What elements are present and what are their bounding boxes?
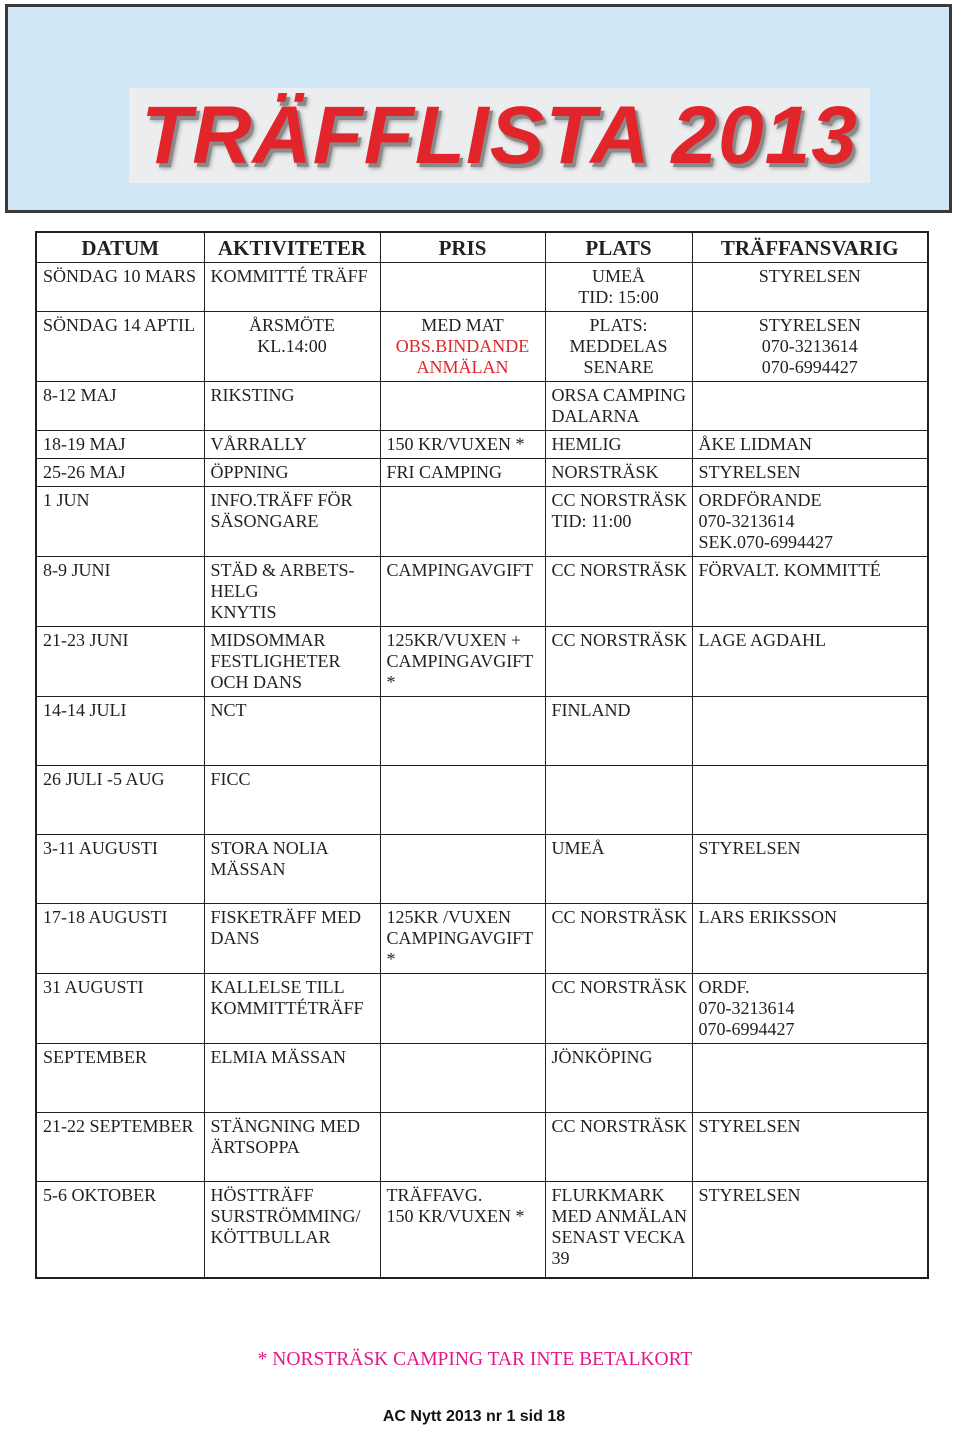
ansvarig-line: STYRELSEN — [698, 1185, 801, 1205]
cell-pris — [380, 904, 545, 974]
cell-pris — [380, 263, 545, 312]
cell-ansvarig — [692, 904, 928, 974]
aktivitet-line: FESTLIGHETER — [210, 651, 341, 671]
cell-aktivitet — [204, 904, 380, 974]
header-pris: PRIS — [380, 232, 545, 263]
datum-line: 8-9 JUNI — [43, 560, 111, 580]
table-row — [36, 263, 928, 312]
datum-line: 5-6 OKTOBER — [43, 1185, 157, 1205]
plats-line: MED ANMÄLAN — [551, 1206, 688, 1226]
plats-line: TID: 11:00 — [551, 511, 632, 531]
aktivitet-line: HÖSTTRÄFF — [210, 1185, 314, 1205]
table-row — [36, 766, 928, 835]
header-aktiviteter: AKTIVITETER — [204, 232, 380, 263]
aktivitet-line: KL.14:00 — [257, 336, 327, 356]
cell-aktivitet — [204, 382, 380, 431]
cell-aktivitet — [204, 1113, 380, 1182]
cell-ansvarig — [692, 974, 928, 1044]
pris-line: 125KR/VUXEN + — [386, 630, 522, 650]
table-row — [36, 557, 928, 627]
cell-aktivitet — [204, 1044, 380, 1113]
cell-aktivitet — [204, 697, 380, 766]
aktivitet-line: KALLELSE TILL — [210, 977, 345, 997]
cell-plats — [545, 835, 692, 904]
table-row — [36, 1113, 928, 1182]
ansvarig-line: LARS ERIKSSON — [698, 907, 838, 927]
plats-line: TID: 15:00 — [578, 287, 659, 307]
table-row — [36, 627, 928, 697]
cell-aktivitet — [204, 974, 380, 1044]
cell-plats — [545, 1113, 692, 1182]
cell-datum — [36, 627, 204, 697]
cell-pris — [380, 835, 545, 904]
cell-datum — [36, 904, 204, 974]
aktivitet-line: KNYTIS — [210, 602, 277, 622]
cell-plats — [545, 263, 692, 312]
cell-datum — [36, 487, 204, 557]
cell-ansvarig — [692, 1113, 928, 1182]
header-row — [36, 232, 928, 263]
cell-ansvarig — [692, 431, 928, 459]
cell-aktivitet — [204, 263, 380, 312]
ansvarig-line: LAGE AGDAHL — [698, 630, 826, 650]
plats-line: SENAST VECKA — [551, 1227, 686, 1247]
cell-plats — [545, 904, 692, 974]
aktivitet-line: MÄSSAN — [210, 859, 286, 879]
table-row — [36, 459, 928, 487]
cell-datum — [36, 1113, 204, 1182]
aktivitet-line: INFO.TRÄFF FÖR — [210, 490, 353, 510]
ansvarig-line: ORDFÖRANDE — [698, 490, 822, 510]
ansvarig-line: STYRELSEN — [698, 838, 801, 858]
aktivitet-line: FISKETRÄFF MED — [210, 907, 362, 927]
cell-ansvarig — [692, 382, 928, 431]
cell-ansvarig — [692, 1044, 928, 1113]
aktivitet-line: HELG — [210, 581, 259, 601]
plats-line: CC NORSTRÄSK — [551, 977, 688, 997]
datum-line: 18-19 MAJ — [43, 434, 126, 454]
datum-line: 17-18 AUGUSTI — [43, 907, 168, 927]
cell-datum — [36, 459, 204, 487]
footnote: * NORSTRÄSK CAMPING TAR INTE BETALKORT — [257, 1349, 693, 1370]
aktivitet-line: SÄSONGARE — [210, 511, 319, 531]
cell-pris — [380, 312, 545, 382]
plats-line: CC NORSTRÄSK — [551, 1116, 688, 1136]
plats-line: NORSTRÄSK — [551, 462, 659, 482]
header-plats: PLATS — [545, 232, 692, 263]
plats-line: FINLAND — [551, 700, 631, 720]
ansvarig-line: 070-6994427 — [761, 357, 858, 377]
ansvarig-line: STYRELSEN — [698, 462, 801, 482]
aktivitet-line: NCT — [210, 700, 247, 720]
aktivitet-line: VÅRRALLY — [210, 434, 307, 454]
cell-ansvarig — [692, 487, 928, 557]
aktivitet-line: FICC — [210, 769, 251, 789]
table-row — [36, 382, 928, 431]
ansvarig-line: STYRELSEN — [698, 1116, 801, 1136]
pris-line: FRI CAMPING — [386, 462, 503, 482]
pris-line: CAMPINGAVGIFT — [386, 560, 534, 580]
cell-plats — [545, 431, 692, 459]
plats-line: HEMLIG — [551, 434, 622, 454]
pris-line: TRÄFFAVG. — [386, 1185, 483, 1205]
cell-ansvarig — [692, 312, 928, 382]
ansvarig-line: 070-3213614 — [698, 998, 795, 1018]
cell-pris — [380, 1113, 545, 1182]
plats-line: UMEÅ — [592, 266, 645, 286]
aktivitet-line: MIDSOMMAR — [210, 630, 326, 650]
plats-line: DALARNA — [551, 406, 640, 426]
plats-line: 39 — [551, 1248, 570, 1268]
pris-line: CAMPINGAVGIFT — [386, 928, 534, 948]
ansvarig-line: STYRELSEN — [758, 266, 861, 286]
aktivitet-line: RIKSTING — [210, 385, 295, 405]
cell-aktivitet — [204, 557, 380, 627]
cell-pris — [380, 557, 545, 627]
aktivitet-line: ÄRTSOPPA — [210, 1137, 300, 1157]
plats-line: CC NORSTRÄSK — [551, 560, 688, 580]
table-row — [36, 697, 928, 766]
cell-ansvarig — [692, 697, 928, 766]
pris-line: OBS.BINDANDE — [395, 336, 530, 356]
cell-plats — [545, 459, 692, 487]
cell-aktivitet — [204, 487, 380, 557]
pris-line: ANMÄLAN — [416, 357, 509, 377]
cell-plats — [545, 312, 692, 382]
aktivitet-line: ÖPPNING — [210, 462, 289, 482]
header-traffansvarig: TRÄFFANSVARIG — [692, 232, 928, 263]
cell-ansvarig — [692, 557, 928, 627]
cell-datum — [36, 431, 204, 459]
cell-aktivitet — [204, 431, 380, 459]
cell-pris — [380, 487, 545, 557]
ansvarig-line: ÅKE LIDMAN — [698, 434, 812, 454]
cell-aktivitet — [204, 1182, 380, 1278]
table-row — [36, 431, 928, 459]
aktivitet-line: SURSTRÖMMING/ — [210, 1206, 361, 1226]
ansvarig-line: 070-3213614 — [761, 336, 858, 356]
cell-aktivitet — [204, 459, 380, 487]
plats-line: UMEÅ — [551, 838, 605, 858]
page-footer: AC Nytt 2013 nr 1 sid 18 — [382, 1408, 566, 1425]
ansvarig-line: 070-6994427 — [698, 1019, 795, 1039]
cell-plats — [545, 627, 692, 697]
plats-line: PLATS: — [589, 315, 648, 335]
ansvarig-line: SEK.070-6994427 — [698, 532, 833, 552]
datum-line: 26 JULI -5 AUG — [43, 769, 165, 789]
cell-datum — [36, 557, 204, 627]
ansvarig-line: FÖRVALT. KOMMITTÉ — [698, 560, 881, 580]
cell-plats — [545, 974, 692, 1044]
cell-datum — [36, 697, 204, 766]
cell-aktivitet — [204, 766, 380, 835]
aktivitet-line: DANS — [210, 928, 260, 948]
plats-line: FLURKMARK — [551, 1185, 665, 1205]
pris-line: CAMPINGAVGIFT — [386, 651, 534, 671]
ansvarig-line: ORDF. — [698, 977, 750, 997]
cell-pris — [380, 974, 545, 1044]
title-plate — [129, 88, 870, 183]
cell-plats — [545, 557, 692, 627]
plats-line: CC NORSTRÄSK — [551, 490, 688, 510]
datum-line: 21-23 JUNI — [43, 630, 129, 650]
cell-datum — [36, 312, 204, 382]
datum-line: 31 AUGUSTI — [43, 977, 144, 997]
schedule-body — [36, 263, 928, 1278]
aktivitet-line: OCH DANS — [210, 672, 303, 692]
plats-line: CC NORSTRÄSK — [551, 907, 688, 927]
datum-line: 3-11 AUGUSTI — [43, 838, 158, 858]
cell-pris — [380, 697, 545, 766]
datum-line: SÖNDAG 10 MARS — [43, 266, 197, 286]
cell-datum — [36, 1044, 204, 1113]
aktivitet-line: ELMIA MÄSSAN — [210, 1047, 347, 1067]
plats-line: ORSA CAMPING — [551, 385, 687, 405]
cell-plats — [545, 1044, 692, 1113]
cell-pris — [380, 431, 545, 459]
cell-pris — [380, 459, 545, 487]
datum-line: 8-12 MAJ — [43, 385, 117, 405]
cell-ansvarig — [692, 835, 928, 904]
pris-line: * — [386, 949, 396, 969]
cell-ansvarig — [692, 1182, 928, 1278]
datum-line: SEPTEMBER — [43, 1047, 148, 1067]
header-datum: DATUM — [36, 232, 204, 263]
datum-line: 21-22 SEPTEMBER — [43, 1116, 194, 1136]
cell-plats — [545, 487, 692, 557]
ansvarig-line: 070-3213614 — [698, 511, 795, 531]
pris-line: 150 KR/VUXEN * — [386, 434, 525, 454]
cell-datum — [36, 263, 204, 312]
aktivitet-line: KÖTTBULLAR — [210, 1227, 331, 1247]
cell-aktivitet — [204, 835, 380, 904]
datum-line: SÖNDAG 14 APTIL — [43, 315, 196, 335]
pris-line: MED MAT — [421, 315, 504, 335]
cell-plats — [545, 697, 692, 766]
cell-datum — [36, 835, 204, 904]
aktivitet-line: ÅRSMÖTE — [248, 315, 335, 335]
cell-plats — [545, 1182, 692, 1278]
cell-plats — [545, 382, 692, 431]
cell-datum — [36, 1182, 204, 1278]
cell-datum — [36, 766, 204, 835]
table-row — [36, 974, 928, 1044]
table-row — [36, 1182, 928, 1278]
cell-ansvarig — [692, 263, 928, 312]
cell-pris — [380, 766, 545, 835]
table-row — [36, 835, 928, 904]
plats-line: MEDDELAS — [569, 336, 668, 356]
table-row — [36, 487, 928, 557]
aktivitet-line: KOMMITTÉTRÄFF — [210, 998, 364, 1018]
table-row — [36, 312, 928, 382]
cell-ansvarig — [692, 627, 928, 697]
aktivitet-line: STÄNGNING MED — [210, 1116, 360, 1136]
cell-ansvarig — [692, 766, 928, 835]
cell-datum — [36, 382, 204, 431]
cell-pris — [380, 627, 545, 697]
cell-pris — [380, 1044, 545, 1113]
aktivitet-line: KOMMITTÉ TRÄFF — [210, 266, 368, 286]
cell-pris — [380, 1182, 545, 1278]
pris-line: 150 KR/VUXEN * — [386, 1206, 525, 1226]
table-row — [36, 1044, 928, 1113]
title-banner — [5, 4, 952, 213]
datum-line: 1 JUN — [43, 490, 90, 510]
aktivitet-line: STORA NOLIA — [210, 838, 329, 858]
datum-line: 25-26 MAJ — [43, 462, 126, 482]
cell-plats — [545, 766, 692, 835]
cell-datum — [36, 974, 204, 1044]
schedule-table — [35, 231, 929, 1279]
ansvarig-line: STYRELSEN — [758, 315, 861, 335]
cell-ansvarig — [692, 459, 928, 487]
plats-line: SENARE — [583, 357, 654, 377]
table-row — [36, 904, 928, 974]
pris-line: * — [386, 672, 396, 692]
plats-line: CC NORSTRÄSK — [551, 630, 688, 650]
page-title: TRÄFFLISTA 2013 — [141, 89, 858, 181]
cell-aktivitet — [204, 312, 380, 382]
cell-aktivitet — [204, 627, 380, 697]
datum-line: 14-14 JULI — [43, 700, 127, 720]
cell-pris — [380, 382, 545, 431]
aktivitet-line: STÄD & ARBETS- — [210, 560, 355, 580]
pris-line: 125KR /VUXEN — [386, 907, 511, 927]
plats-line: JÖNKÖPING — [551, 1047, 653, 1067]
